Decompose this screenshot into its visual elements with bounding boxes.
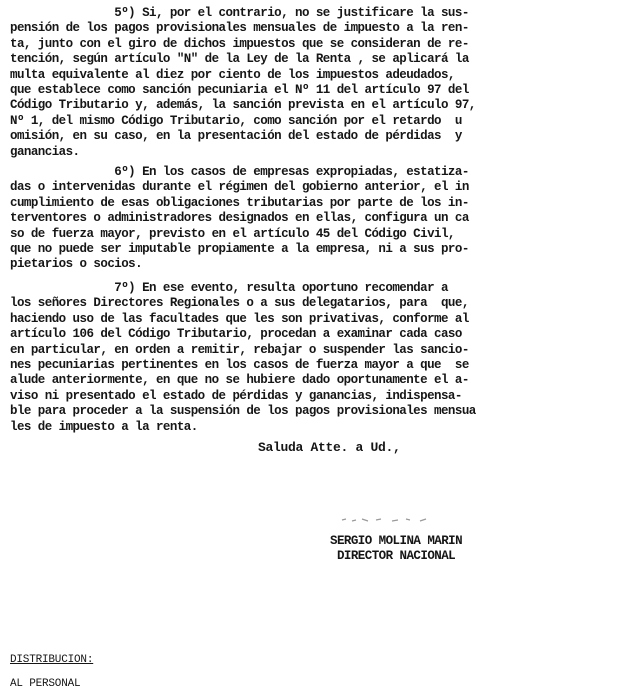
text-line: so de fuerza mayor, previsto en el artículo 45 del Código Civil, — [10, 226, 455, 241]
paragraph-7 — [10, 281, 615, 435]
text-line: ganancias. — [10, 144, 80, 159]
text-line: multa equivalente al diez por ciento de los impuestos adeudados, — [10, 67, 455, 82]
text-line: 7º) En ese evento, resulta oportuno recomendar a — [10, 281, 448, 295]
text-line: Código Tributario y, además, la sanción prevista en el artículo 97, — [10, 98, 476, 113]
text-line: viso ni presentado el estado de pérdidas y ganancias, indispensa- — [10, 388, 462, 403]
text-line: Nº 1, del mismo Código Tributario, como sanción por el retardo u — [10, 113, 462, 128]
text-line: tención, según artículo "N" de la Ley de la Renta , se aplicará la — [10, 52, 469, 67]
signatory-title: DIRECTOR NACIONAL — [330, 549, 456, 563]
text-line: 6º) En los casos de empresas expropiadas, estatiza- — [10, 165, 469, 179]
text-line: artículo 106 del Código Tributario, procedan a examinar cada caso — [10, 327, 462, 342]
text-line: que no puede ser imputable propiamente a la empresa, ni a sus pro- — [10, 242, 469, 257]
text-line: en particular, en orden a remitir, rebajar o suspender las sancio- — [10, 342, 469, 357]
paragraph-5 — [10, 6, 615, 160]
text-line: nes pecuniarias pertinentes en los casos de fuerza mayor a que se — [10, 358, 469, 373]
closing-salutation: Saluda Atte. a Ud., — [258, 440, 401, 455]
text-line: los señores Directores Regionales o a sus delegatarios, para que, — [10, 296, 469, 311]
text-line: pietarios o socios. — [10, 257, 143, 272]
text-line: terventores o administradores designados en ellas, configura un ca — [10, 211, 469, 226]
paragraph-6 — [10, 165, 615, 273]
signature-block — [330, 534, 462, 564]
text-line: pensión de los pagos provisionales mensuales de impuesto a la ren- — [10, 21, 469, 36]
text-line: das o intervenidas durante el régimen del gobierno anterior, el in — [10, 180, 469, 195]
distribution-heading: DISTRIBUCION: — [10, 654, 94, 666]
text-line: 5º) Si, por el contrario, no se justificare la sus- — [10, 6, 469, 20]
text-line: que establece como sanción pecuniaria el Nº 11 del artículo 97 del — [10, 83, 469, 98]
text-line: les de impuesto a la renta. — [10, 419, 198, 434]
text-line: omisión, en su caso, en la presentación del estado de pérdidas y — [10, 129, 462, 144]
signature-scribble — [340, 510, 450, 526]
text-line: cumplimiento de esas obligaciones tributarias por parte de los in- — [10, 195, 469, 210]
text-line: ble para proceder a la suspensión de los pagos provisionales mensua — [10, 404, 476, 419]
text-line: alude anteriormente, en que no se hubiere dado oportunamente el a- — [10, 373, 469, 388]
text-line: haciendo uso de las facultades que les son privativas, conforme al — [10, 311, 469, 326]
text-line: ta, junto con el giro de dichos impuestos que se consideran de re- — [10, 36, 469, 51]
distribution-item: AL PERSONAL — [10, 678, 81, 690]
signatory-name: SERGIO MOLINA MARIN — [330, 534, 463, 548]
